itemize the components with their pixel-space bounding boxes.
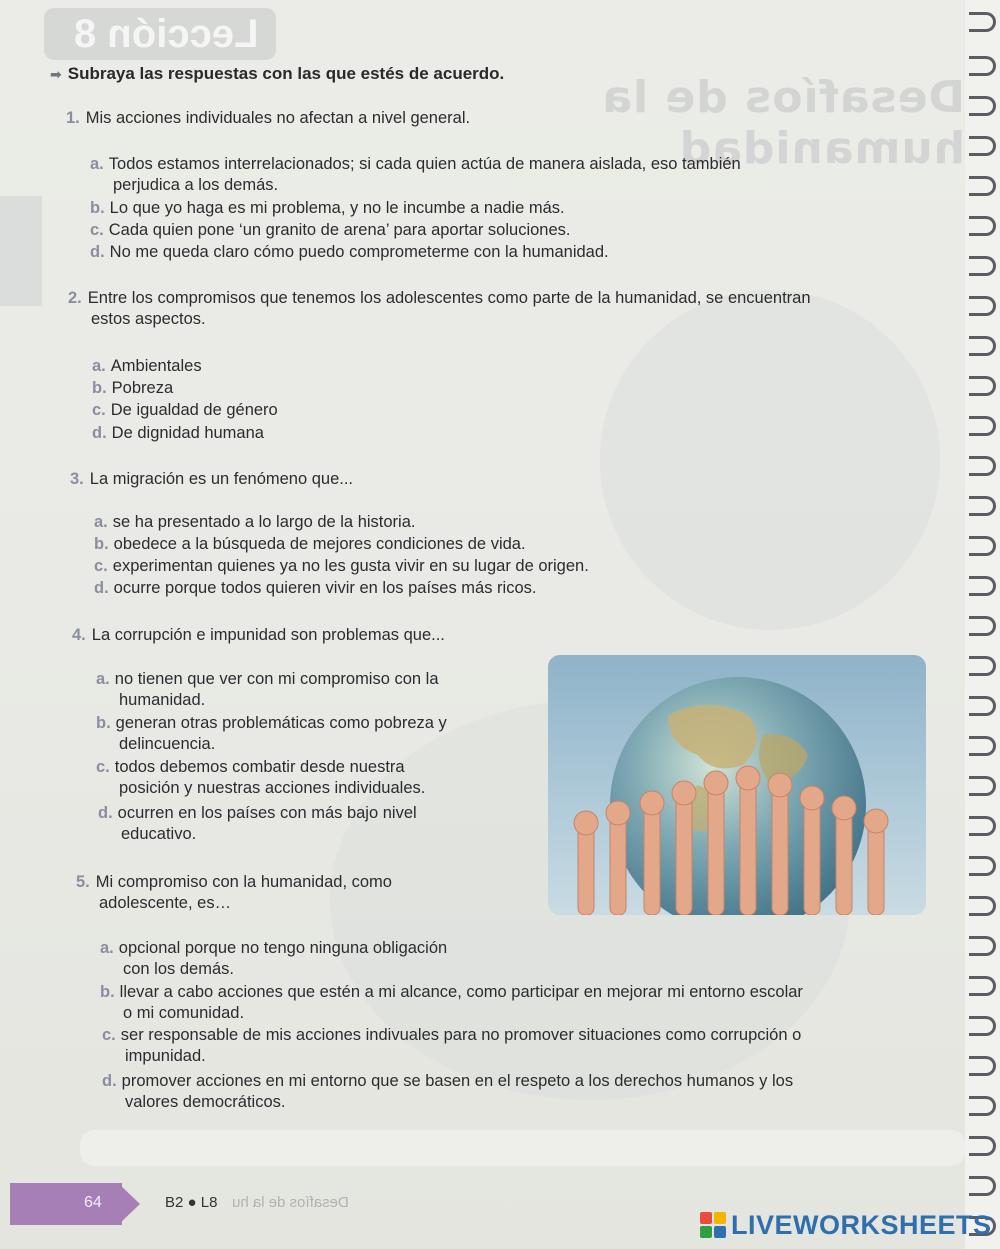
option-5d[interactable] <box>102 1071 793 1113</box>
option-letter: a. <box>100 939 114 957</box>
option-1c[interactable] <box>90 220 570 241</box>
option-text[interactable]: ser responsable de mis acciones indivuales para no promover situaciones como corrupción o <box>120 1026 802 1044</box>
option-text[interactable]: llevar a cabo acciones que estén a mi alcance, como participar en mejorar mi entorno escolar <box>119 983 803 1001</box>
option-3d[interactable] <box>94 578 536 599</box>
option-letter: c. <box>96 758 110 776</box>
option-5c[interactable] <box>102 1025 801 1067</box>
question-number: 1. <box>66 109 80 127</box>
option-text-cont[interactable]: o mi comunidad. <box>123 1004 245 1022</box>
ring-icon <box>969 136 996 156</box>
option-letter: a. <box>94 513 108 531</box>
globe-hands-illustration <box>548 655 926 915</box>
page-number-tab <box>10 1183 122 1225</box>
ring-icon <box>969 416 996 436</box>
option-letter: b. <box>90 199 105 217</box>
ghost-title: Desafíos de la humanidad <box>601 72 965 174</box>
ring-icon <box>969 936 996 956</box>
instruction <box>50 64 504 84</box>
option-letter: b. <box>100 983 115 1001</box>
option-text[interactable]: ocurre porque todos quieren vivir en los países más ricos. <box>113 579 537 597</box>
option-3b[interactable] <box>94 534 526 555</box>
option-letter: b. <box>96 714 111 732</box>
ring-icon <box>969 56 996 76</box>
option-text[interactable]: Ambientales <box>110 357 202 375</box>
option-1d[interactable] <box>90 242 609 263</box>
option-text-cont[interactable]: humanidad. <box>119 691 206 709</box>
question-text: Entre los compromisos que tenemos los adolescentes como parte de la humanidad, se encuentran <box>87 289 811 307</box>
ring-icon <box>969 96 996 116</box>
option-letter: b. <box>94 535 109 553</box>
ring-icon <box>969 1016 996 1036</box>
option-text[interactable]: De igualdad de género <box>110 401 278 419</box>
option-4b[interactable] <box>96 713 447 755</box>
option-text-cont[interactable]: impunidad. <box>125 1047 206 1065</box>
option-4d[interactable] <box>98 803 417 845</box>
bottom-panel <box>80 1130 965 1166</box>
option-2b[interactable] <box>92 378 173 399</box>
liveworksheets-brand[interactable] <box>700 1210 992 1240</box>
question-number: 4. <box>72 626 86 644</box>
option-3a[interactable] <box>94 512 415 533</box>
brand-text: LIVEWORKSHEETS <box>731 1209 992 1240</box>
option-3c[interactable] <box>94 556 589 577</box>
option-text[interactable]: opcional porque no tengo ninguna obligación <box>118 939 448 957</box>
ring-icon <box>969 256 996 276</box>
question-text: Mis acciones individuales no afectan a nivel general. <box>85 109 471 127</box>
option-text-cont[interactable]: delincuencia. <box>119 735 216 753</box>
option-4a[interactable] <box>96 669 439 711</box>
question-5 <box>76 872 392 914</box>
option-text[interactable]: No me queda claro cómo puedo comprometerme con la humanidad. <box>109 243 609 261</box>
ring-icon <box>969 496 996 516</box>
option-letter: b. <box>92 379 107 397</box>
option-5a[interactable] <box>100 938 447 980</box>
option-2d[interactable] <box>92 423 264 444</box>
ring-icon <box>969 296 996 316</box>
option-text[interactable]: experimentan quienes ya no les gusta vivir en su lugar de origen. <box>112 557 589 575</box>
option-letter: d. <box>92 424 107 442</box>
option-text[interactable]: Todos estamos interrelacionados; si cada quien actúa de manera aislada, eso también <box>108 155 741 173</box>
page-number: 64 <box>84 1194 102 1211</box>
ring-icon <box>969 536 996 556</box>
option-text[interactable]: todos debemos combatir desde nuestra <box>114 758 405 776</box>
question-2 <box>68 288 811 330</box>
option-letter: d. <box>90 243 105 261</box>
option-letter: c. <box>102 1026 116 1044</box>
ring-icon <box>969 776 996 796</box>
globe-hands-photo <box>548 655 926 915</box>
option-text[interactable]: obedece a la búsqueda de mejores condiciones de vida. <box>113 535 526 553</box>
option-2c[interactable] <box>92 400 278 421</box>
ring-icon <box>969 216 996 236</box>
option-text[interactable]: generan otras problemáticas como pobreza y <box>115 714 447 732</box>
option-text-cont[interactable]: perjudica a los demás. <box>113 176 279 194</box>
ring-icon <box>969 616 996 636</box>
spiral-binding <box>965 0 1000 1249</box>
ring-icon <box>969 1096 996 1116</box>
ring-icon <box>969 176 996 196</box>
page-number-chevron <box>118 1183 140 1225</box>
option-letter: a. <box>90 155 104 173</box>
ring-icon <box>969 656 996 676</box>
option-text[interactable]: Pobreza <box>111 379 174 397</box>
question-number: 5. <box>76 873 90 891</box>
question-text-cont: adolescente, es… <box>99 894 232 912</box>
ring-icon <box>969 376 996 396</box>
ring-icon <box>969 856 996 876</box>
ring-icon <box>969 736 996 756</box>
footer-ghost-text: Desafíos de la hu <box>232 1194 349 1211</box>
option-letter: d. <box>98 804 113 822</box>
option-text-cont[interactable]: con los demás. <box>123 960 234 978</box>
option-letter: a. <box>96 670 110 688</box>
question-text: La migración es un fenómeno que... <box>89 470 354 488</box>
ring-icon <box>969 1176 996 1196</box>
option-4c[interactable] <box>96 757 425 799</box>
question-1 <box>66 108 470 129</box>
option-5b[interactable] <box>100 982 803 1024</box>
question-4 <box>72 625 445 646</box>
background-watermark <box>600 290 940 630</box>
option-letter: d. <box>102 1072 117 1090</box>
lesson-tab-text: Lección 8 <box>74 12 259 56</box>
option-letter: c. <box>90 221 104 239</box>
ring-icon <box>969 456 996 476</box>
option-letter: c. <box>94 557 108 575</box>
question-number: 2. <box>68 289 82 307</box>
question-text-cont: estos aspectos. <box>91 310 206 328</box>
question-number: 3. <box>70 470 84 488</box>
option-2a[interactable] <box>92 356 202 377</box>
option-1a[interactable] <box>90 154 741 196</box>
option-text-cont[interactable]: valores democráticos. <box>125 1093 286 1111</box>
side-band <box>0 196 42 306</box>
option-text-cont[interactable]: posición y nuestras acciones individuales. <box>119 779 426 797</box>
option-letter: d. <box>94 579 109 597</box>
ring-icon <box>969 816 996 836</box>
option-letter: a. <box>92 357 106 375</box>
question-text: La corrupción e impunidad son problemas que... <box>91 626 445 644</box>
ring-icon <box>969 12 996 32</box>
instruction-text: Subraya las respuestas con las que estés de acuerdo. <box>67 64 505 83</box>
question-3 <box>70 469 353 490</box>
ring-icon <box>969 336 996 356</box>
option-text[interactable]: Cada quien pone ‘un granito de arena’ para aportar soluciones. <box>108 221 571 239</box>
block-lesson-code: B2 ● L8 <box>165 1194 218 1211</box>
ring-icon <box>969 1136 996 1156</box>
question-text: Mi compromiso con la humanidad, como <box>95 873 392 891</box>
ring-icon <box>969 696 996 716</box>
option-text[interactable]: promover acciones en mi entorno que se basen en el respeto a los derechos humanos y los <box>121 1072 794 1090</box>
option-letter: c. <box>92 401 106 419</box>
option-text[interactable]: no tienen que ver con mi compromiso con la <box>114 670 439 688</box>
ring-icon <box>969 1056 996 1076</box>
option-text[interactable]: se ha presentado a lo largo de la historia. <box>112 513 416 531</box>
ring-icon <box>969 896 996 916</box>
option-text[interactable]: Lo que yo haga es mi problema, y no le incumbe a nadie más. <box>109 199 565 217</box>
ring-icon <box>969 576 996 596</box>
option-1b[interactable] <box>90 198 565 219</box>
lesson-tab <box>44 8 276 60</box>
option-text-cont[interactable]: educativo. <box>121 825 197 843</box>
option-text[interactable]: De dignidad humana <box>111 424 264 442</box>
arrow-icon: ➡ <box>50 66 62 82</box>
liveworksheets-logo-icon <box>700 1212 726 1238</box>
option-text[interactable]: ocurren en los países con más bajo nivel <box>117 804 417 822</box>
ring-icon <box>969 976 996 996</box>
